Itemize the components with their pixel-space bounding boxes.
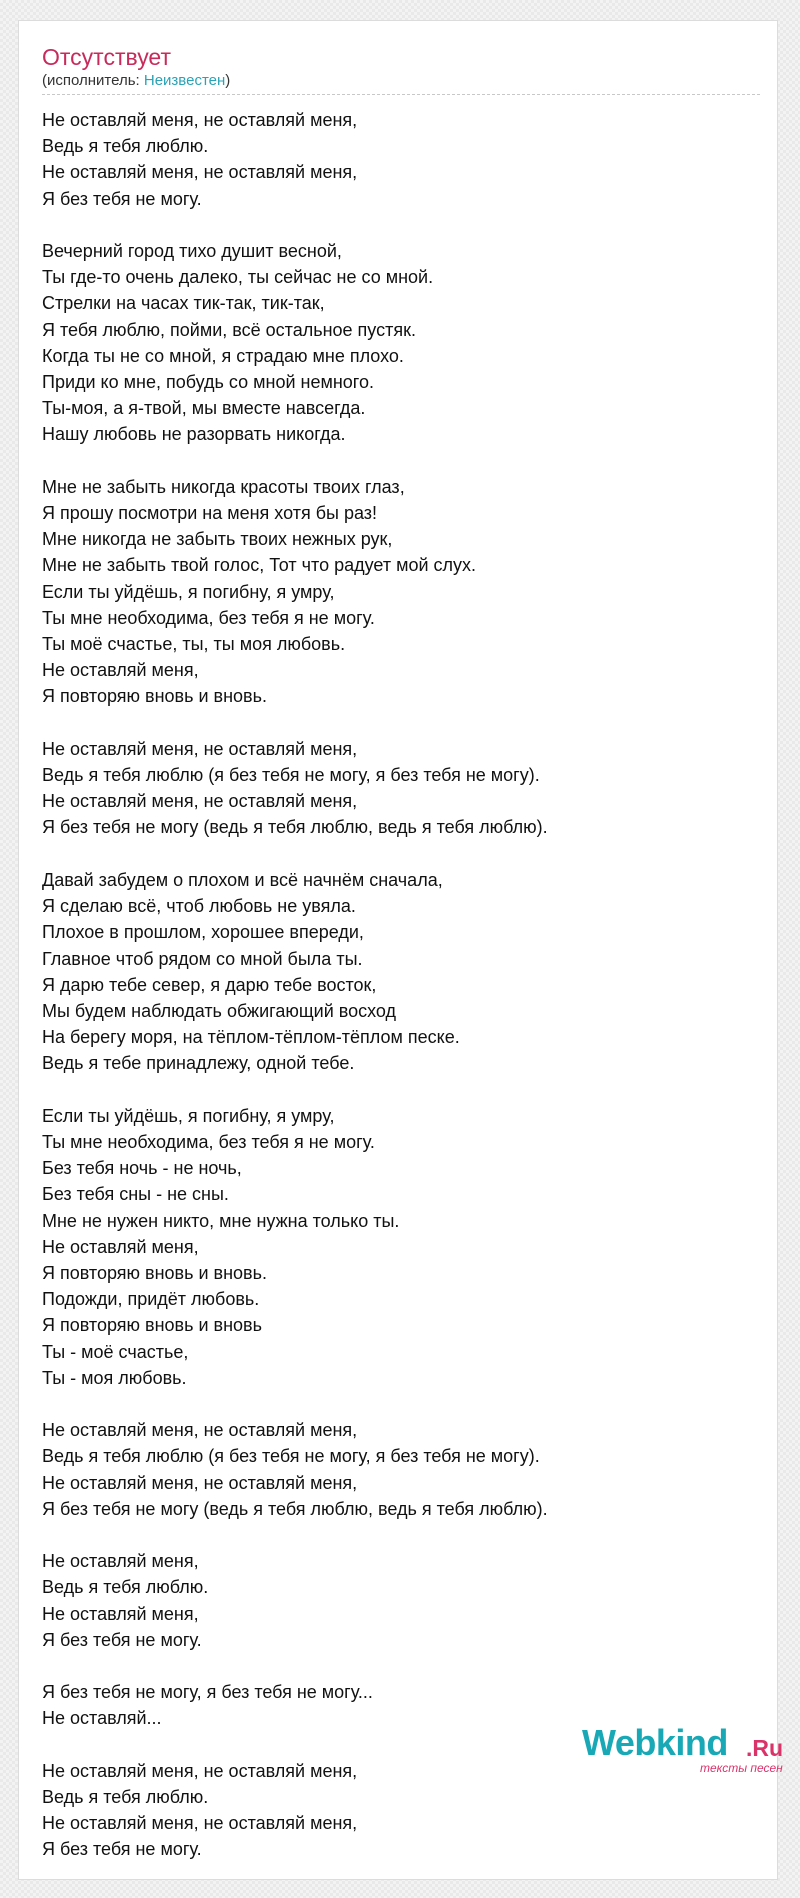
lyrics-card xyxy=(18,20,784,1880)
lyrics-text: Не оставляй меня, не оставляй меня, Ведь я тебя люблю. Не оставляй меня, не оставляй меня, Я без тебя не могу. Вечерний город тихо душит весной, Ты где-то очень далеко, ты сейчас не со мной. Стрелки на часах тик-так, тик-так, Я тебя люблю, пойми, всё остальное пустяк. Когда ты не со мной, я страдаю мне плохо. Приди ко мне, побудь со мной немного. Ты-моя, а я-твой, мы вместе навсегда. Нашу любовь не разорвать никогда. Мне не забыть никогда красоты твоих глаз, Я прошу посмотри на меня хотя бы раз! Мне никогда не забыть твоих нежных рук, Мне не забыть твой голос, Тот что радует мой слух. Если ты уйдёшь, я погибну, я умру, Ты мне необходима, без тебя я не могу. Ты моё счастье, ты, ты моя любовь. Не оставляй меня, Я повторяю вновь и вновь. Не оставляй меня, не оставляй меня, Ведь я тебя люблю (я без тебя не могу, я без тебя не могу). Не оставляй меня, не оставляй меня, Я без тебя не могу (ведь я тебя люблю, ведь я тебя люблю). Давай забудем о плохом и всё начнём сначала, Я сделаю всё, чтоб любовь не увяла. Плохое в прошлом, хорошее впереди, Главное чтоб рядом со мной была ты. Я дарю тебе север, я дарю тебе восток, Мы будем наблюдать обжигающий восход На берегу моря, на тёплом-тёплом-тёплом песке. Ведь я тебе принадлежу, одной тебе. Если ты уйдёшь, я погибну, я умру, Ты мне необходима, без тебя я не могу. Без тебя ночь - не ночь, Без тебя сны - не сны. Мне не нужен никто, мне нужна только ты. Не оставляй меня, Я повторяю вновь и вновь. Подожди, придёт любовь. Я повторяю вновь и вновь Ты - моё счастье, Ты - моя любовь. Не оставляй меня, не оставляй меня, Ведь я тебя люблю (я без тебя не могу, я без тебя не могу). Не оставляй меня, не оставляй меня, Я без тебя не могу (ведь я тебя люблю, ведь я тебя люблю). Не оставляй меня, Ведь я тебя люблю. Не оставляй меня, Я без тебя не могу. Я без тебя не могу, я без тебя не могу... Не оставляй... Не оставляй меня, не оставляй меня, Ведь я тебя люблю. Не оставляй меня, не оставляй меня, Я без тебя не могу. xyxy=(42,110,548,1860)
logo-tagline: тексты песен xyxy=(700,1761,783,1775)
song-title: Отсутствует xyxy=(42,44,171,70)
logo-main-text: Webkind xyxy=(582,1722,728,1763)
webkind-logo[interactable] xyxy=(582,1722,784,1783)
artist-line xyxy=(42,72,230,90)
dashed-divider xyxy=(42,94,760,95)
artist-link[interactable]: Неизвестен xyxy=(143,72,226,89)
artist-prefix: (исполнитель: xyxy=(42,72,144,89)
logo-tld-text: .Ru xyxy=(746,1735,784,1761)
artist-suffix: ) xyxy=(225,72,231,89)
